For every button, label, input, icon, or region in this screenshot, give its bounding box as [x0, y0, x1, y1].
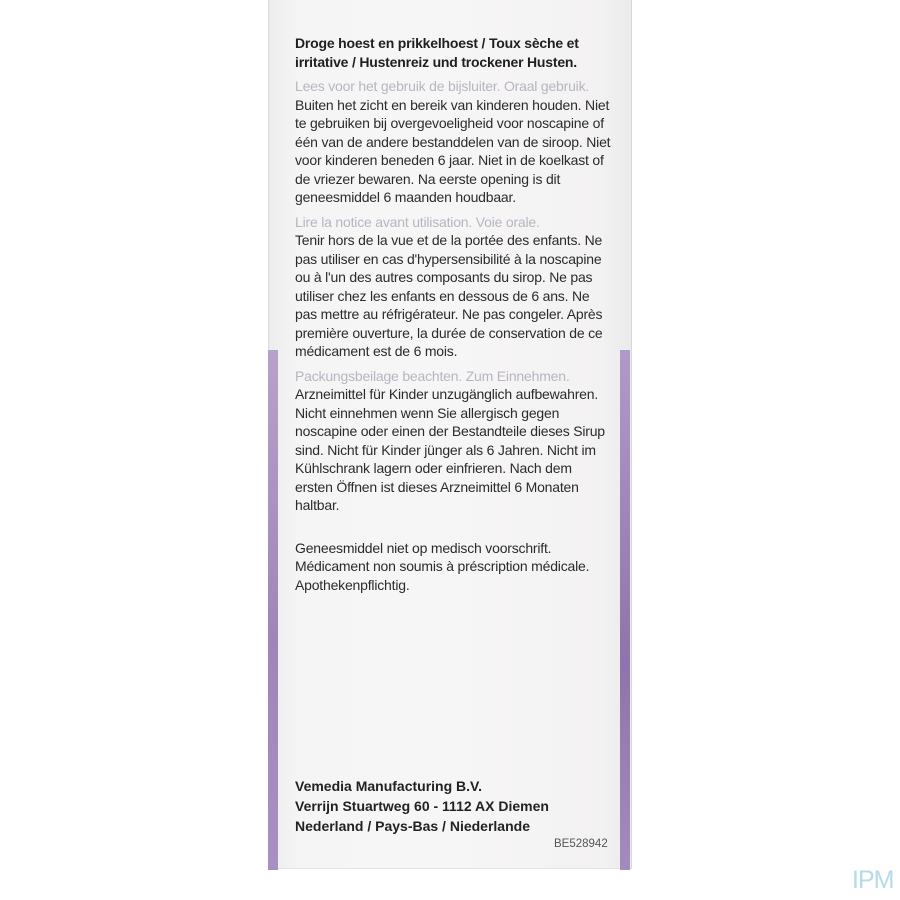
manufacturer-address — [295, 776, 615, 836]
manufacturer-street: Verrijn Stuartweg 60 - 1112 AX Diemen — [295, 798, 549, 814]
dutch-body: Buiten het zicht en bereik van kinderen houden. Niet te gebruiken bij overgevoeligheid voor noscapine of één van de andere bestanddelen van de siroop. Niet voor kinderen beneden 6 jaar. Niet in de koelkast of de vriezer bewaren. Na eerste opening is dit geneesmiddel 6 maanden houdbaar. — [295, 96, 611, 205]
dispensing-status — [295, 539, 613, 595]
french-section — [295, 213, 613, 361]
german-body: Arzneimittel für Kinder unzugänglich aufbewahren. Nicht einnehmen wenn Sie allergisch gegen noscapine oder einen der Bestandteile dieses Sirup sind. Nicht für Kinder jünger als 6 Jahren. Nicht im Kühlschrank lagern oder einfrieren. Nach dem ersten Öffnen ist dieses Arzneimittel 6 Monaten haltbar. — [295, 386, 605, 513]
status-dutch: Geneesmiddel niet op medisch voorschrift. — [295, 539, 552, 556]
german-section — [295, 367, 613, 515]
package-text-block — [295, 34, 613, 594]
dutch-section — [295, 77, 613, 207]
dutch-intro: Lees voor het gebruik de bijsluiter. Oraal gebruik. — [295, 78, 590, 94]
ipm-watermark-logo: IPM — [852, 866, 894, 894]
purple-edge-stripe-right — [620, 350, 630, 870]
status-french: Médicament non soumis à préscription médicale. — [295, 558, 590, 574]
manufacturer-country: Nederland / Pays-Bas / Niederlande — [295, 818, 530, 834]
manufacturer-name: Vemedia Manufacturing B.V. — [295, 778, 482, 794]
purple-edge-stripe-left — [268, 350, 278, 870]
french-intro: Lire la notice avant utilisation. Voie orale. — [295, 213, 540, 230]
product-code: BE528942 — [554, 838, 608, 850]
status-german: Apothekenpflichtig. — [295, 576, 410, 593]
product-heading: Droge hoest en prikkelhoest / Toux sèche et irritative / Hustenreiz und trockener Husten. — [295, 35, 579, 70]
french-body: Tenir hors de la vue et de la portée des enfants. Ne pas utiliser en cas d'hypersensibilité à la noscapine ou à l'un des autres composants du sirop. Ne pas utiliser chez les enfants en dessous de 6 ans. Ne pas mettre au réfrigérateur. Ne pas congeler. Après première ouverture, la durée de conservation de ce médicament est de 6 mois. — [295, 232, 603, 359]
german-intro: Packungsbeilage beachten. Zum Einnehmen. — [295, 367, 570, 384]
